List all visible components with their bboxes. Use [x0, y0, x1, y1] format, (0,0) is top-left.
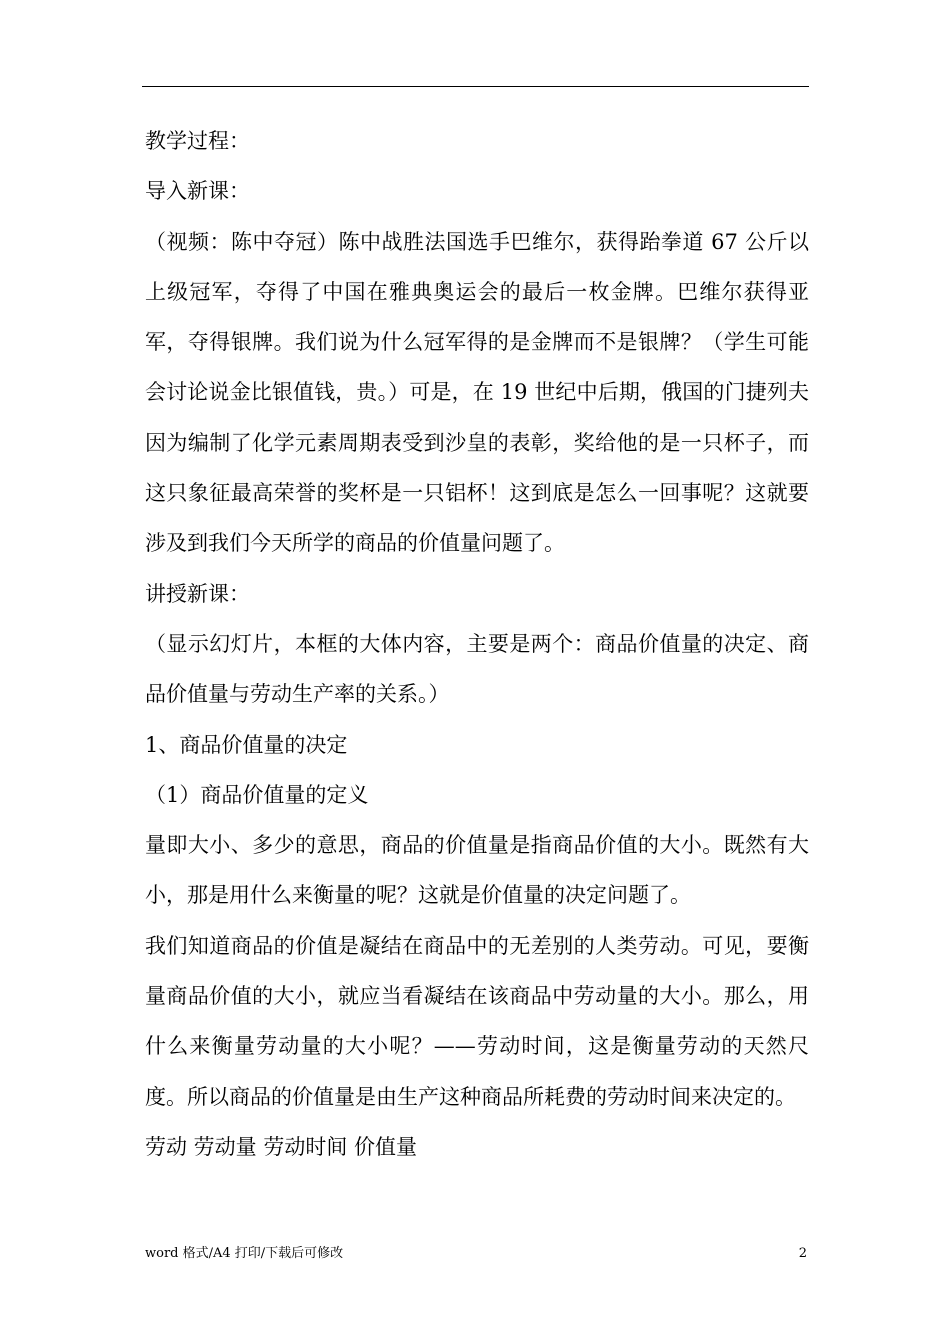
- subsection-heading-1-1: （1）商品价值量的定义: [145, 782, 369, 807]
- paragraph-term-chain: 劳动 劳动量 劳动时间 价值量: [145, 1134, 418, 1159]
- footer-note: word 格式/A4 打印/下载后可修改: [145, 1246, 344, 1261]
- paragraph-slide-note: （显示幻灯片，本框的大体内容，主要是两个：商品价值量的决定、商品价值量与劳动生产率的关系。）: [145, 631, 809, 707]
- section-heading-1: 1、商品价值量的决定: [145, 732, 348, 757]
- document-body: [145, 116, 809, 1172]
- header-rule: [142, 86, 809, 87]
- paragraph-explanation: 我们知道商品的价值是凝结在商品中的无差别的人类劳动。可见，要衡量商品价值的大小，就应当看凝结在该商品中劳动量的大小。那么，用什么来衡量劳动量的大小呢？——劳动时间，这是衡量劳动的天然尺度。所以商品的价值量是由生产这种商品所耗费的劳动时间来决定的。: [145, 933, 809, 1109]
- paragraph-intro-story: （视频：陈中夺冠）陈中战胜法国选手巴维尔，获得跆拳道 67 公斤以上级冠军，夺得了中国在雅典奥运会的最后一枚金牌。巴维尔获得亚军，夺得银牌。我们说为什么冠军得的是金牌而不是银牌？（学生可能会讨论说金比银值钱，贵。）可是，在 19 世纪中后期，俄国的门捷列夫因为编制了化学元素周期表受到沙皇的表彰，奖给他的是一只杯子，而这只象征最高荣誉的奖杯是一只铝杯！这到底是怎么一回事呢？这就要涉及到我们今天所学的商品的价值量问题了。: [145, 229, 809, 556]
- page-number: 2: [798, 1246, 807, 1261]
- heading-lesson-intro: 导入新课：: [145, 179, 250, 204]
- paragraph-definition: 量即大小、多少的意思，商品的价值量是指商品价值的大小。既然有大小，那是用什么来衡量的呢？这就是价值量的决定问题了。: [145, 833, 809, 908]
- heading-teaching-process: 教学过程：: [145, 129, 250, 153]
- heading-new-lesson: 讲授新课：: [145, 581, 250, 606]
